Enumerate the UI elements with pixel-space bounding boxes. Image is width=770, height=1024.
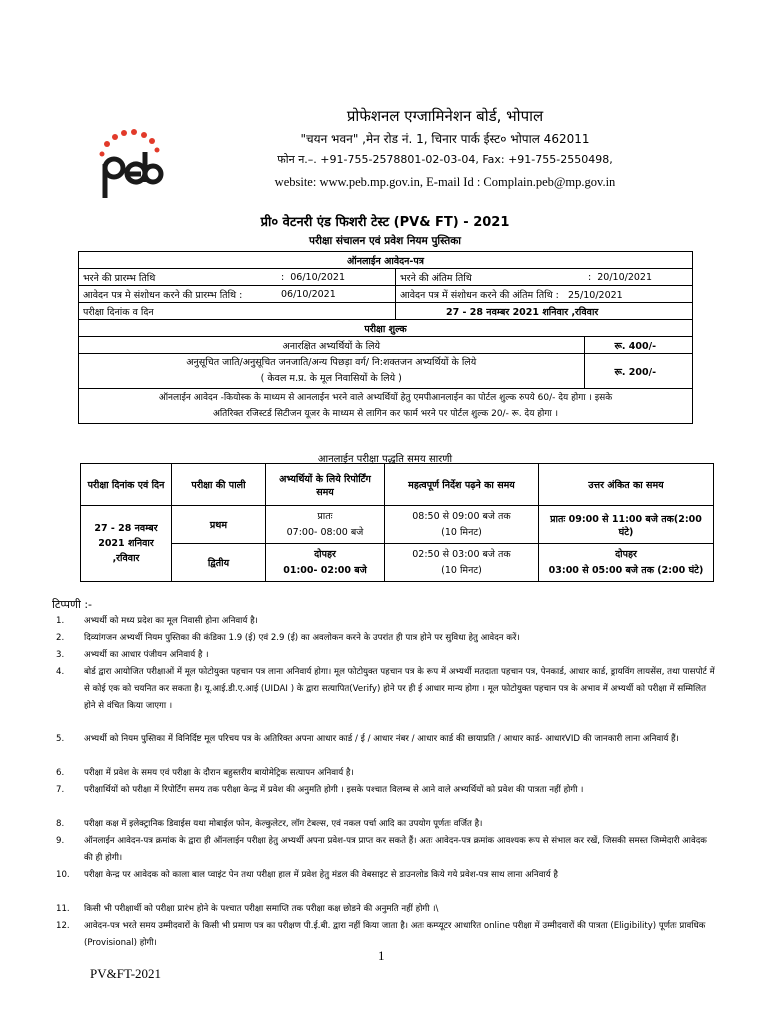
- fee-unreserved-label: अनारक्षित अभ्यर्थियों के लिये: [79, 337, 585, 354]
- header-answer: उत्तर अंकित का समय: [539, 464, 714, 506]
- portal-fee-note-2: अतिरिक्त रजिस्टर्ड सिटीजन यूजर के माध्यम से लागिन कर फार्म भरने पर पोर्टल शुल्क 20/- रू. देय होगा ।: [212, 409, 559, 419]
- instructions-duration: (10 मिनट): [441, 564, 482, 576]
- answer-label: दोपहर: [615, 548, 637, 560]
- answer-time: प्रातः 09:00 से 11:00 बजे तक(2:00 घंटे): [539, 506, 714, 544]
- header-date: परीक्षा दिनांक एवं दिन: [81, 464, 172, 506]
- shift-cell: प्रथम: [172, 506, 266, 544]
- reporting-label: दोपहर: [314, 548, 336, 560]
- fee-heading: परीक्षा शुल्क: [79, 320, 693, 337]
- application-info-table: ऑनलाईन आवेदन-पत्र भरने की प्रारम्भ तिथि : 06/10/2021 भरने की अंतिम तिथि : 20/10/2021 आवेदन पत्र मे संशोधन करने की प्रारम्भ तिथि : 06/10/2021 आवेदन पत्र में संशोधन करने की अंतिम तिथि : 25/10/2021 परीक्षा दिनांक व दिन 27 - 28 नवम्बर 2021 शनिवार ,रविवार परीक्षा शुल्क अनारक्षित अभ्यर्थियों के लिये रू. 400/- अनुसूचित जाति/अनुसूचित जनजाति/अन्य पिछड़ा वर्ग/ नि:शक्तजन अभ्यर्थियों के लिये ( केवल म.प्र. के मूल निवासियों के लिये ) रू. 200/- ऑनलाईन आवेदन -कियोस्क के माध्यम से आनलाईन भरने वाले अभ्यर्थियों हेतु एमपीआनलाईन का पोर्टल शुल्क रुपये 60/- देय होगा । इसके अतिरिक्त रजिस्टर्ड सिटीजन यूजर के माध्यम से लागिन कर फार्म भरने पर पोर्टल शुल्क 20/- रू. देय होगा ।: [78, 251, 693, 424]
- edit-start-label: आवेदन पत्र मे संशोधन करने की प्रारम्भ तिथि :: [79, 286, 278, 303]
- edit-start-value: 06/10/2021: [277, 286, 396, 303]
- page-number: 1: [378, 948, 385, 963]
- table-row: [81, 506, 714, 544]
- instructions-duration: (10 मिनट): [441, 526, 482, 538]
- exam-date-value: 27 - 28 नवम्बर 2021 शनिवार ,रविवार: [396, 303, 693, 320]
- instructions-time: 08:50 से 09:00 बजे तक: [412, 510, 511, 522]
- document-subtitle: परीक्षा संचालन एवं प्रवेश नियम पुस्तिका: [309, 235, 461, 247]
- exam-date-label: परीक्षा दिनांक व दिन: [79, 303, 396, 320]
- org-address: "चयन भवन" ,मेन रोड नं. 1, चिनार पार्क ईस्ट० भोपाल 462011: [300, 132, 590, 146]
- exam-date-cell: 27 - 28 नवम्बर 2021 शनिवार ,रविवार: [81, 506, 172, 582]
- edit-end-label: आवेदन पत्र में संशोधन करने की अंतिम तिथि :: [400, 289, 559, 301]
- shift-cell: द्वितीय: [172, 544, 266, 582]
- org-web-email: website: www.peb.mp.gov.in, E-mail Id : Complain.peb@mp.gov.in: [274, 175, 616, 189]
- fee-unreserved-value: रू. 400/-: [584, 337, 693, 354]
- fee-reserved-note: ( केवल म.प्र. के मूल निवासियों के लिये ): [260, 373, 402, 384]
- document-title: प्री० वेटनरी एंड फिशरी टेस्ट (PV& FT) - 2021: [260, 215, 510, 230]
- answer-time: 03:00 से 05:00 बजे तक (2:00 घंटे): [548, 564, 704, 576]
- fee-reserved-value: रू. 200/-: [584, 354, 693, 389]
- header-instructions: महत्वपूर्ण निर्देश पढ़ने का समय: [385, 464, 539, 506]
- end-date-value: 20/10/2021: [597, 271, 653, 283]
- reporting-time: 01:00- 02:00 बजे: [283, 564, 367, 576]
- reporting-time: 07:00- 08:00 बजे: [286, 526, 364, 538]
- table-row: [81, 544, 714, 582]
- exam-schedule-table: [80, 463, 714, 582]
- schedule-caption: आनलाईन परीक्षा पद्धति समय सारणी: [317, 454, 453, 465]
- footer-label: PV&FT-2021: [90, 966, 162, 981]
- fee-reserved-label: अनुसूचित जाति/अनुसूचित जनजाति/अन्य पिछड़ा वर्ग/ नि:शक्तजन अभ्यर्थियों के लिये: [186, 357, 477, 368]
- notes-title: टिप्पणी :-: [52, 598, 93, 611]
- header-shift: परीक्षा की पाली: [172, 464, 266, 506]
- org-phone: फोन न.–. +91-755-2578801-02-03-04, Fax: +91-755-2550498,: [277, 153, 613, 166]
- header-reporting: अभ्यर्थियों के लिये रिपोर्टिंग समय: [266, 464, 385, 506]
- start-date-label: भरने की प्रारम्भ तिथि: [79, 269, 278, 286]
- online-application-heading: ऑनलाईन आवेदन-पत्र: [79, 252, 693, 269]
- portal-fee-note-1: ऑनलाईन आवेदन -कियोस्क के माध्यम से आनलाईन भरने वाले अभ्यर्थियों हेतु एमपीआनलाईन का पोर्टल शुल्क रुपये 60/- देय होगा । इसके: [158, 393, 613, 403]
- start-date-value: 06/10/2021: [290, 271, 346, 283]
- reporting-label: प्रातः: [317, 510, 333, 522]
- instructions-time: 02:50 से 03:00 बजे तक: [412, 548, 511, 560]
- edit-end-value: 25/10/2021: [567, 289, 623, 301]
- end-date-label: भरने की अंतिम तिथि: [396, 269, 585, 286]
- org-name: प्रोफेशनल एग्जामिनेशन बोर्ड, भोपाल: [346, 107, 544, 125]
